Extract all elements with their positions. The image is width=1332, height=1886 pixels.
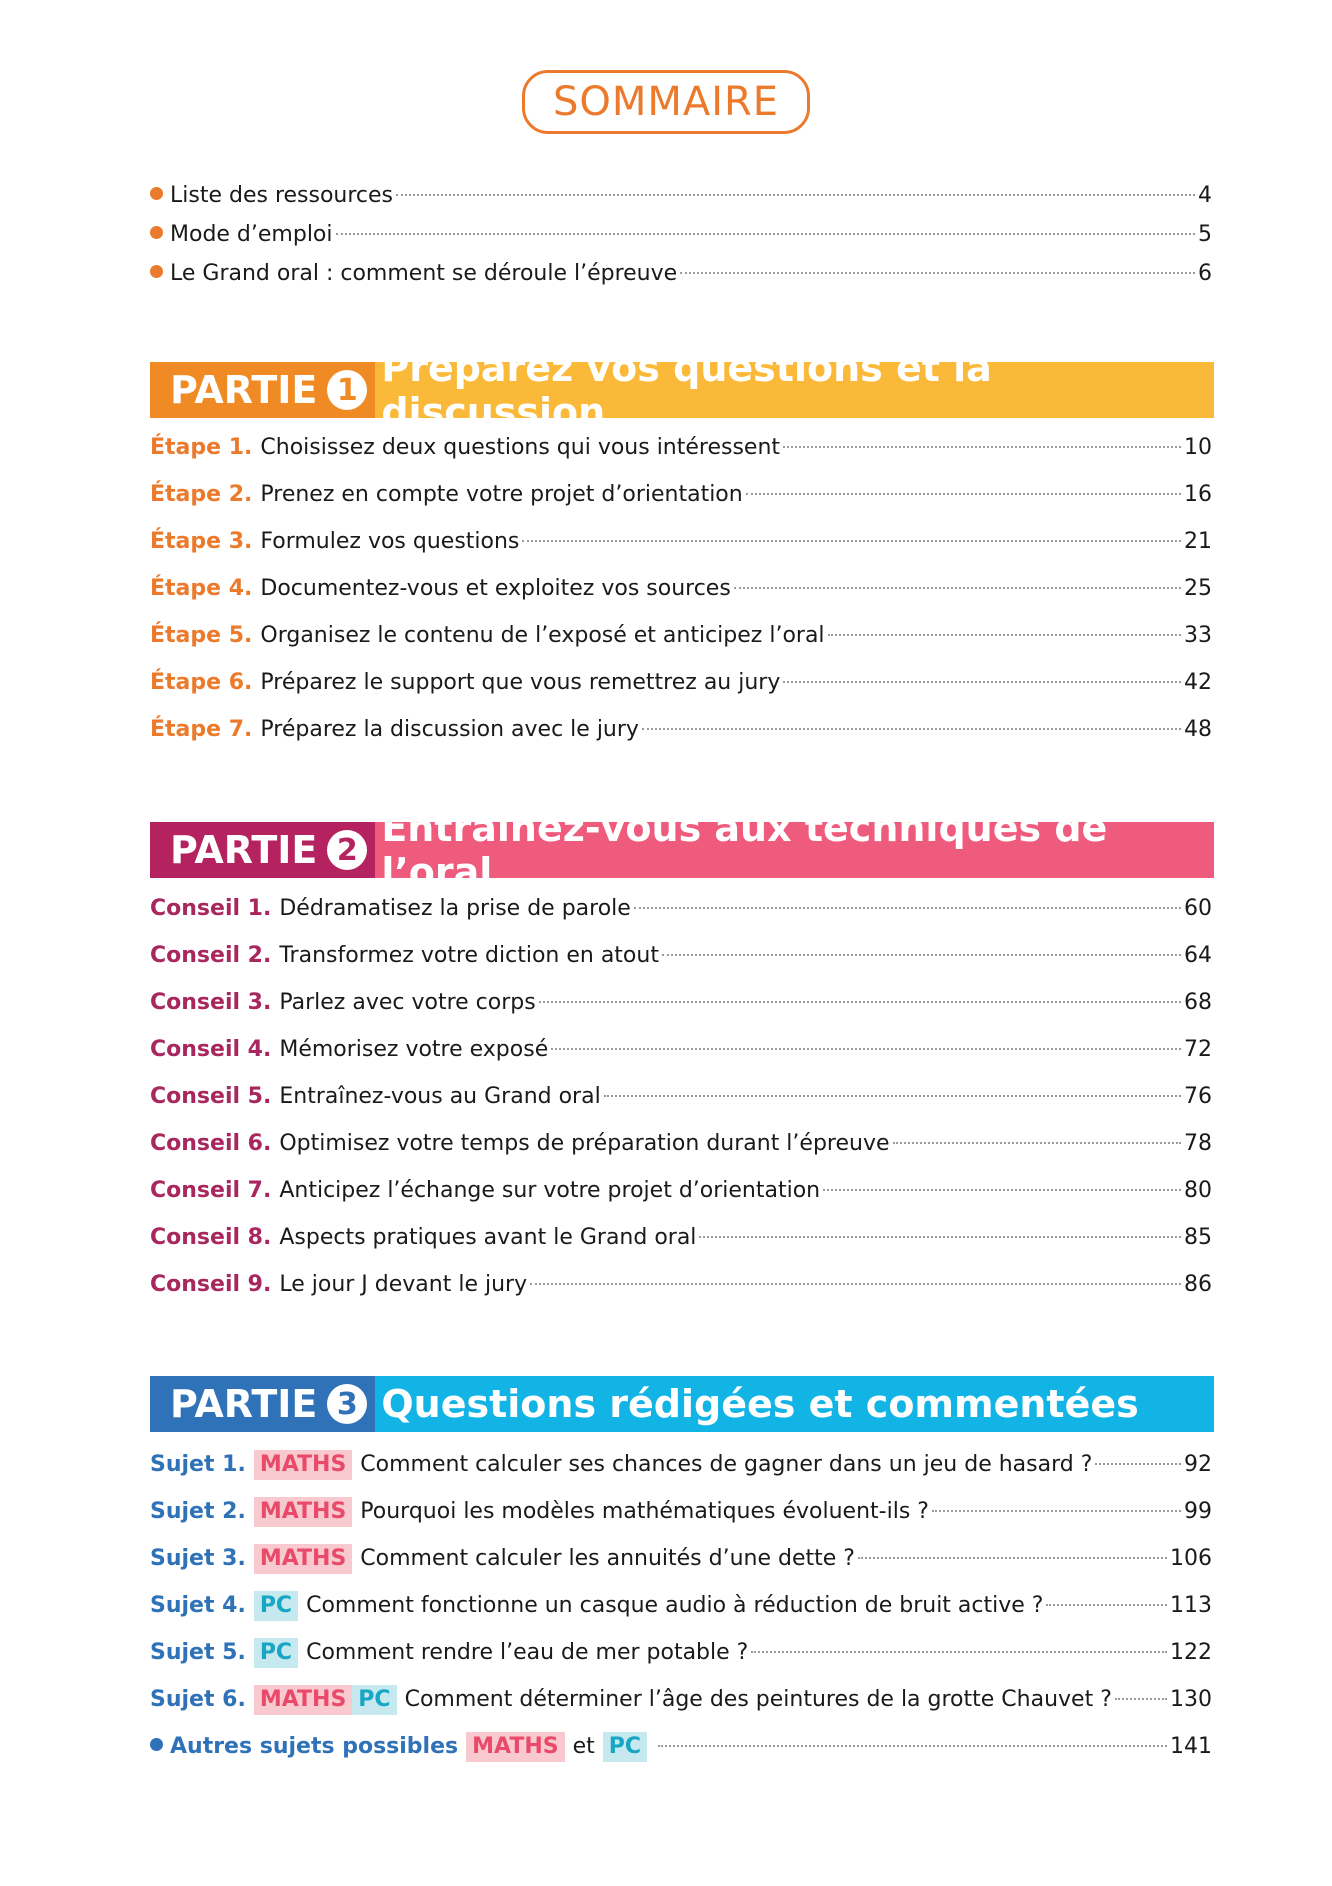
dot-leader xyxy=(734,587,1181,589)
part-title: Entraînez-vous aux techniques de l’oral xyxy=(375,822,1214,878)
page-number: 33 xyxy=(1184,623,1212,648)
toc-entry[interactable] xyxy=(150,1591,1212,1638)
entry-keyword: Conseil 4. xyxy=(150,1037,272,1062)
entry-label: Pourquoi les modèles mathématiques évoluent-ils ? xyxy=(360,1499,929,1524)
dot-leader xyxy=(828,634,1181,636)
part-title: Questions rédigées et commentées xyxy=(375,1376,1214,1432)
part-label xyxy=(150,822,375,878)
conjunction: et xyxy=(572,1734,595,1759)
entry-label: Documentez-vous et exploitez vos sources xyxy=(260,576,731,601)
entry-keyword: Conseil 8. xyxy=(150,1225,272,1250)
dot-leader xyxy=(634,907,1181,909)
entry-label: Aspects pratiques avant le Grand oral xyxy=(279,1225,697,1250)
part-label xyxy=(150,1376,375,1432)
page-number: 60 xyxy=(1184,896,1212,921)
subject-tag-maths: MATHS xyxy=(254,1544,352,1574)
page-number: 4 xyxy=(1198,183,1212,208)
toc-entry[interactable] xyxy=(150,1497,1212,1544)
page-number: 5 xyxy=(1198,222,1212,247)
toc-entry[interactable] xyxy=(150,261,1212,300)
part-label xyxy=(150,362,375,418)
page-number: 86 xyxy=(1184,1272,1212,1297)
subject-tag-maths: MATHS xyxy=(254,1685,352,1715)
entry-keyword: Sujet 4. xyxy=(150,1593,246,1618)
dot-leader xyxy=(858,1557,1167,1559)
entry-label: Comment déterminer l’âge des peintures de la grotte Chauvet ? xyxy=(404,1687,1112,1712)
toc-entry[interactable] xyxy=(150,1225,1212,1272)
subject-tag-pc: PC xyxy=(254,1591,298,1621)
entry-keyword: Conseil 1. xyxy=(150,896,272,921)
entry-label: Optimisez votre temps de préparation durant l’épreuve xyxy=(279,1131,890,1156)
part-2-list xyxy=(150,896,1212,1319)
page-number: 106 xyxy=(1170,1546,1212,1571)
dot-leader xyxy=(893,1142,1181,1144)
part-prefix: PARTIE xyxy=(170,1382,318,1426)
page-title: SOMMAIRE xyxy=(522,70,810,134)
toc-entry[interactable] xyxy=(150,1544,1212,1591)
page-number: 72 xyxy=(1184,1037,1212,1062)
entry-keyword: Sujet 2. xyxy=(150,1499,246,1524)
entry-keyword: Étape 5. xyxy=(150,623,253,648)
entry-label: Comment calculer les annuités d’une dette ? xyxy=(360,1546,855,1571)
entry-label: Autres sujets possibles xyxy=(170,1734,459,1759)
page-number: 16 xyxy=(1184,482,1212,507)
dot-leader xyxy=(662,954,1181,956)
toc-entry[interactable] xyxy=(150,1084,1212,1131)
entry-label: Prenez en compte votre projet d’orientation xyxy=(260,482,743,507)
entry-keyword: Conseil 9. xyxy=(150,1272,272,1297)
page-number: 68 xyxy=(1184,990,1212,1015)
toc-entry[interactable] xyxy=(150,1178,1212,1225)
dot-leader xyxy=(751,1651,1167,1653)
dot-leader xyxy=(604,1095,1181,1097)
toc-entry[interactable] xyxy=(150,576,1212,623)
page-number: 42 xyxy=(1184,670,1212,695)
page-number: 113 xyxy=(1170,1593,1212,1618)
dot-leader xyxy=(1115,1698,1167,1700)
toc-entry[interactable] xyxy=(150,670,1212,717)
part-number-icon: 3 xyxy=(327,1384,367,1424)
dot-leader xyxy=(530,1283,1181,1285)
part-prefix: PARTIE xyxy=(170,828,318,872)
page-number: 6 xyxy=(1198,261,1212,286)
toc-entry[interactable] xyxy=(150,482,1212,529)
entry-label: Anticipez l’échange sur votre projet d’orientation xyxy=(279,1178,821,1203)
entry-keyword: Étape 6. xyxy=(150,670,253,695)
subject-tag-pc: PC xyxy=(603,1732,647,1762)
toc-entry[interactable] xyxy=(150,896,1212,943)
toc-entry[interactable] xyxy=(150,1037,1212,1084)
dot-leader xyxy=(642,728,1181,730)
entry-keyword: Conseil 2. xyxy=(150,943,272,968)
page-number: 76 xyxy=(1184,1084,1212,1109)
toc-entry[interactable] xyxy=(150,1450,1212,1497)
bullet-icon xyxy=(150,187,163,200)
entry-label: Mémorisez votre exposé xyxy=(279,1037,549,1062)
toc-entry[interactable] xyxy=(150,717,1212,764)
entry-label: Organisez le contenu de l’exposé et anticipez l’oral xyxy=(260,623,825,648)
entry-label: Transformez votre diction en atout xyxy=(279,943,659,968)
toc-entry[interactable] xyxy=(150,183,1212,222)
page-number: 141 xyxy=(1170,1734,1212,1759)
part-3-list xyxy=(150,1450,1212,1779)
entry-keyword: Sujet 3. xyxy=(150,1546,246,1571)
subject-tag-pc: PC xyxy=(352,1685,396,1715)
entry-keyword: Étape 4. xyxy=(150,576,253,601)
page-number: 99 xyxy=(1184,1499,1212,1524)
entry-label: Mode d’emploi xyxy=(170,222,333,247)
page-number: 85 xyxy=(1184,1225,1212,1250)
page-number: 25 xyxy=(1184,576,1212,601)
dot-leader xyxy=(699,1236,1181,1238)
dot-leader xyxy=(783,681,1181,683)
subject-tag-maths: MATHS xyxy=(466,1732,564,1762)
entry-keyword: Conseil 3. xyxy=(150,990,272,1015)
toc-entry-other-subjects[interactable] xyxy=(150,1732,1212,1779)
dot-leader xyxy=(522,540,1181,542)
dot-leader xyxy=(823,1189,1181,1191)
page-number: 21 xyxy=(1184,529,1212,554)
entry-label: Parlez avec votre corps xyxy=(279,990,536,1015)
entry-keyword: Conseil 5. xyxy=(150,1084,272,1109)
toc-entry[interactable] xyxy=(150,1131,1212,1178)
dot-leader xyxy=(1095,1463,1181,1465)
page-number: 64 xyxy=(1184,943,1212,968)
toc-entry[interactable] xyxy=(150,623,1212,670)
toc-entry[interactable] xyxy=(150,222,1212,261)
page-number: 80 xyxy=(1184,1178,1212,1203)
entry-label: Liste des ressources xyxy=(170,183,394,208)
page-number: 10 xyxy=(1184,435,1212,460)
entry-keyword: Sujet 5. xyxy=(150,1640,246,1665)
entry-label: Entraînez-vous au Grand oral xyxy=(279,1084,601,1109)
entry-label: Préparez le support que vous remettrez au jury xyxy=(260,670,781,695)
dot-leader xyxy=(1046,1604,1167,1606)
part-prefix: PARTIE xyxy=(170,368,318,412)
entry-keyword: Conseil 6. xyxy=(150,1131,272,1156)
entry-keyword: Sujet 1. xyxy=(150,1452,246,1477)
part-1-list xyxy=(150,435,1212,764)
entry-label: Comment calculer ses chances de gagner dans un jeu de hasard ? xyxy=(360,1452,1093,1477)
entry-label: Dédramatisez la prise de parole xyxy=(279,896,631,921)
part-1-banner xyxy=(150,346,1214,434)
subject-tag-maths: MATHS xyxy=(254,1497,352,1527)
page-number: 78 xyxy=(1184,1131,1212,1156)
toc-entry[interactable] xyxy=(150,529,1212,576)
entry-label: Choisissez deux questions qui vous intéressent xyxy=(260,435,781,460)
intro-list xyxy=(150,183,1212,300)
subject-tags xyxy=(254,1685,397,1715)
entry-keyword: Sujet 6. xyxy=(150,1687,246,1712)
dot-leader xyxy=(551,1048,1181,1050)
toc-entry[interactable] xyxy=(150,1272,1212,1319)
toc-entry[interactable] xyxy=(150,435,1212,482)
subject-tag-maths: MATHS xyxy=(254,1450,352,1480)
bullet-icon xyxy=(150,265,163,278)
dot-leader xyxy=(539,1001,1181,1003)
dot-leader xyxy=(680,272,1195,274)
entry-label: Le jour J devant le jury xyxy=(279,1272,528,1297)
toc-entry[interactable] xyxy=(150,990,1212,1037)
entry-label: Formulez vos questions xyxy=(260,529,520,554)
part-2-banner xyxy=(150,806,1214,894)
entry-label: Le Grand oral : comment se déroule l’épreuve xyxy=(170,261,678,286)
part-title: Préparez vos questions et la discussion xyxy=(375,362,1214,418)
dot-leader xyxy=(658,1745,1167,1747)
entry-keyword: Étape 1. xyxy=(150,435,253,460)
toc-entry[interactable] xyxy=(150,1685,1212,1732)
entry-label: Comment fonctionne un casque audio à réduction de bruit active ? xyxy=(306,1593,1044,1618)
entry-keyword: Étape 3. xyxy=(150,529,253,554)
toc-entry[interactable] xyxy=(150,1638,1212,1685)
subject-tag-pc: PC xyxy=(254,1638,298,1668)
part-number-icon: 2 xyxy=(327,830,367,870)
entry-keyword: Étape 7. xyxy=(150,717,253,742)
page-number: 92 xyxy=(1184,1452,1212,1477)
dot-leader xyxy=(336,233,1195,235)
page-number: 122 xyxy=(1170,1640,1212,1665)
title-wrapper xyxy=(0,70,1332,134)
dot-leader xyxy=(396,194,1195,196)
bullet-icon xyxy=(150,226,163,239)
entry-keyword: Étape 2. xyxy=(150,482,253,507)
page-number: 48 xyxy=(1184,717,1212,742)
entry-label: Comment rendre l’eau de mer potable ? xyxy=(306,1640,749,1665)
toc-entry[interactable] xyxy=(150,943,1212,990)
bullet-icon xyxy=(150,1738,163,1751)
dot-leader xyxy=(932,1510,1181,1512)
part-3-banner xyxy=(150,1376,1214,1432)
part-number-icon: 1 xyxy=(327,370,367,410)
page-number: 130 xyxy=(1170,1687,1212,1712)
dot-leader xyxy=(746,493,1181,495)
dot-leader xyxy=(783,446,1181,448)
entry-label: Préparez la discussion avec le jury xyxy=(260,717,639,742)
entry-keyword: Conseil 7. xyxy=(150,1178,272,1203)
